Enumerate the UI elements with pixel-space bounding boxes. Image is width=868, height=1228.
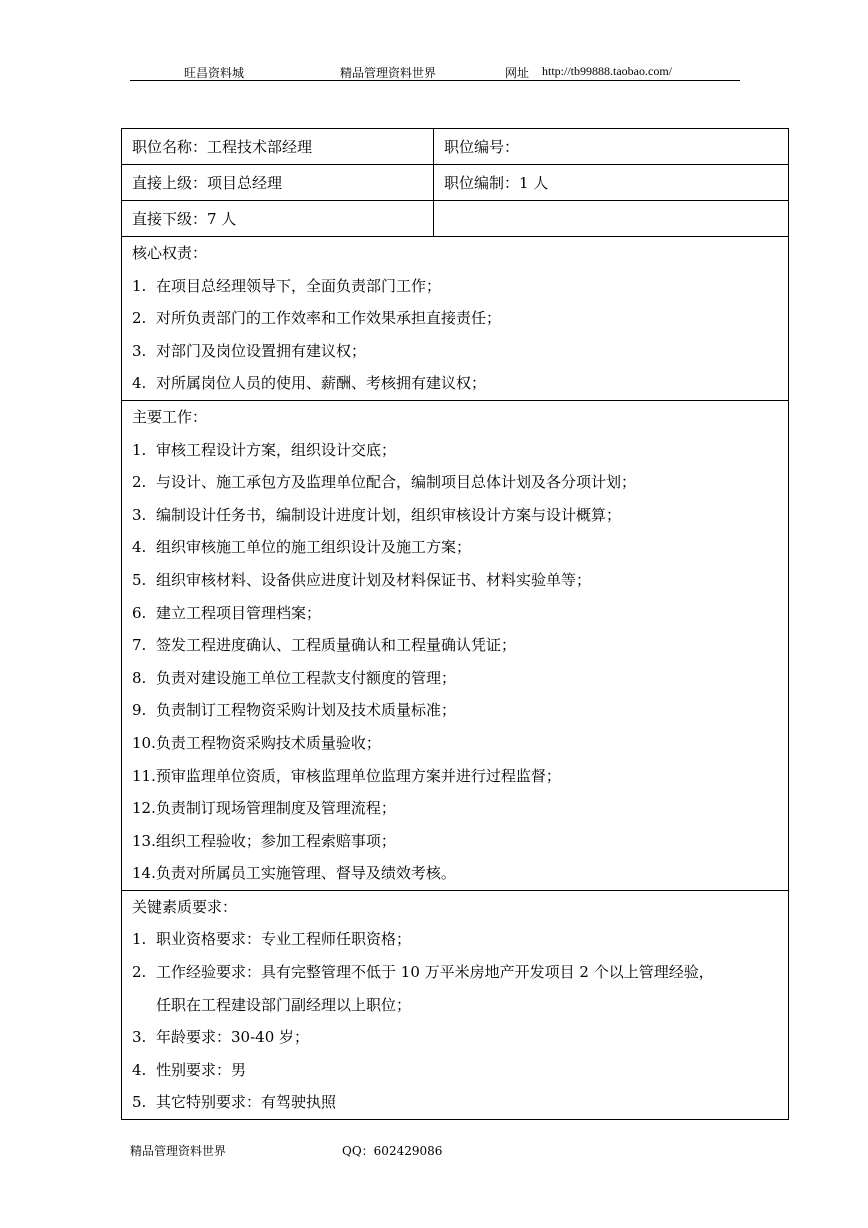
header-slogan: 精品管理资料世界 xyxy=(340,66,437,80)
list-item: 3. 年龄要求：30-40 岁； xyxy=(132,1028,310,1047)
list-item: 1. 职业资格要求：专业工程师任职资格； xyxy=(132,930,412,949)
superior-cell: 直接上级：项目总经理 xyxy=(122,165,434,201)
list-item: 8. 负责对建设施工单位工程款支付额度的管理； xyxy=(132,668,457,687)
main-work-section xyxy=(122,400,789,890)
list-item: 11.预审监理单位资质，审核监理单位监理方案并进行过程监督； xyxy=(132,766,561,785)
list-item: 4. 性别要求：男 xyxy=(132,1060,247,1079)
core-duties-row xyxy=(122,237,789,401)
table-row xyxy=(122,165,789,201)
position-name-cell: 职位名称：工程技术部经理 xyxy=(122,129,434,165)
list-item: 1. 审核工程设计方案，组织设计交底； xyxy=(132,440,397,459)
empty-cell xyxy=(434,201,789,237)
job-description-table xyxy=(121,128,789,1120)
footer-site-name: 精品管理资料世界 xyxy=(130,1144,227,1158)
list-item: 10.负责工程物资采购技术质量验收； xyxy=(132,733,381,752)
list-item: 13.组织工程验收；参加工程索赔事项； xyxy=(132,831,396,850)
main-work-row xyxy=(122,400,789,890)
qualifications-section xyxy=(122,890,789,1119)
list-item: 12.负责制订现场管理制度及管理流程； xyxy=(132,799,396,818)
list-item: 1. 在项目总经理领导下，全面负责部门工作； xyxy=(132,276,442,295)
core-duties-section xyxy=(122,237,789,401)
list-item: 3. 编制设计任务书，编制设计进度计划，组织审核设计方案与设计概算； xyxy=(132,505,622,524)
list-item: 4. 组织审核施工单位的施工组织设计及施工方案； xyxy=(132,538,472,557)
headcount-cell: 职位编制：1 人 xyxy=(434,165,789,201)
section-title: 主要工作： xyxy=(132,407,208,426)
table-row xyxy=(122,201,789,237)
position-code-cell: 职位编号： xyxy=(434,129,789,165)
list-item: 2. 对所负责部门的工作效率和工作效果承担直接责任； xyxy=(132,309,502,328)
list-item: 5. 其它特别要求：有驾驶执照 xyxy=(132,1093,337,1112)
list-item: 7. 签发工程进度确认、工程质量确认和工程量确认凭证； xyxy=(132,636,517,655)
list-item: 6. 建立工程项目管理档案； xyxy=(132,603,322,622)
list-item: 2. 与设计、施工承包方及监理单位配合，编制项目总体计划及各分项计划； xyxy=(132,473,637,492)
page-header xyxy=(130,62,740,81)
header-url-link[interactable]: http://tb99888.taobao.com/ xyxy=(542,64,672,78)
header-url-label: 网址 xyxy=(505,66,530,80)
section-title: 核心权责： xyxy=(132,244,208,262)
qualifications-row xyxy=(122,890,789,1119)
header-site-name: 旺昌资料城 xyxy=(184,66,245,80)
list-item: 9. 负责制订工程物资采购计划及技术质量标准； xyxy=(132,701,457,720)
list-item-continuation: 任职在工程建设部门副经理以上职位； xyxy=(156,995,412,1014)
subordinates-cell: 直接下级：7 人 xyxy=(122,201,434,237)
list-item: 3. 对部门及岗位设置拥有建议权； xyxy=(132,341,367,360)
table-row xyxy=(122,129,789,165)
list-item: 2. 工作经验要求：具有完整管理不低于 10 万平米房地产开发项目 2 个以上管理经验， xyxy=(132,963,714,982)
list-item: 14.负责对所属员工实施管理、督导及绩效考核。 xyxy=(132,864,456,883)
list-item: 4. 对所属岗位人员的使用、薪酬、考核拥有建议权； xyxy=(132,374,487,393)
list-item: 5. 组织审核材料、设备供应进度计划及材料保证书、材料实验单等； xyxy=(132,570,592,589)
section-title: 关键素质要求： xyxy=(132,897,238,916)
footer-qq: QQ：602429086 xyxy=(342,1144,443,1158)
